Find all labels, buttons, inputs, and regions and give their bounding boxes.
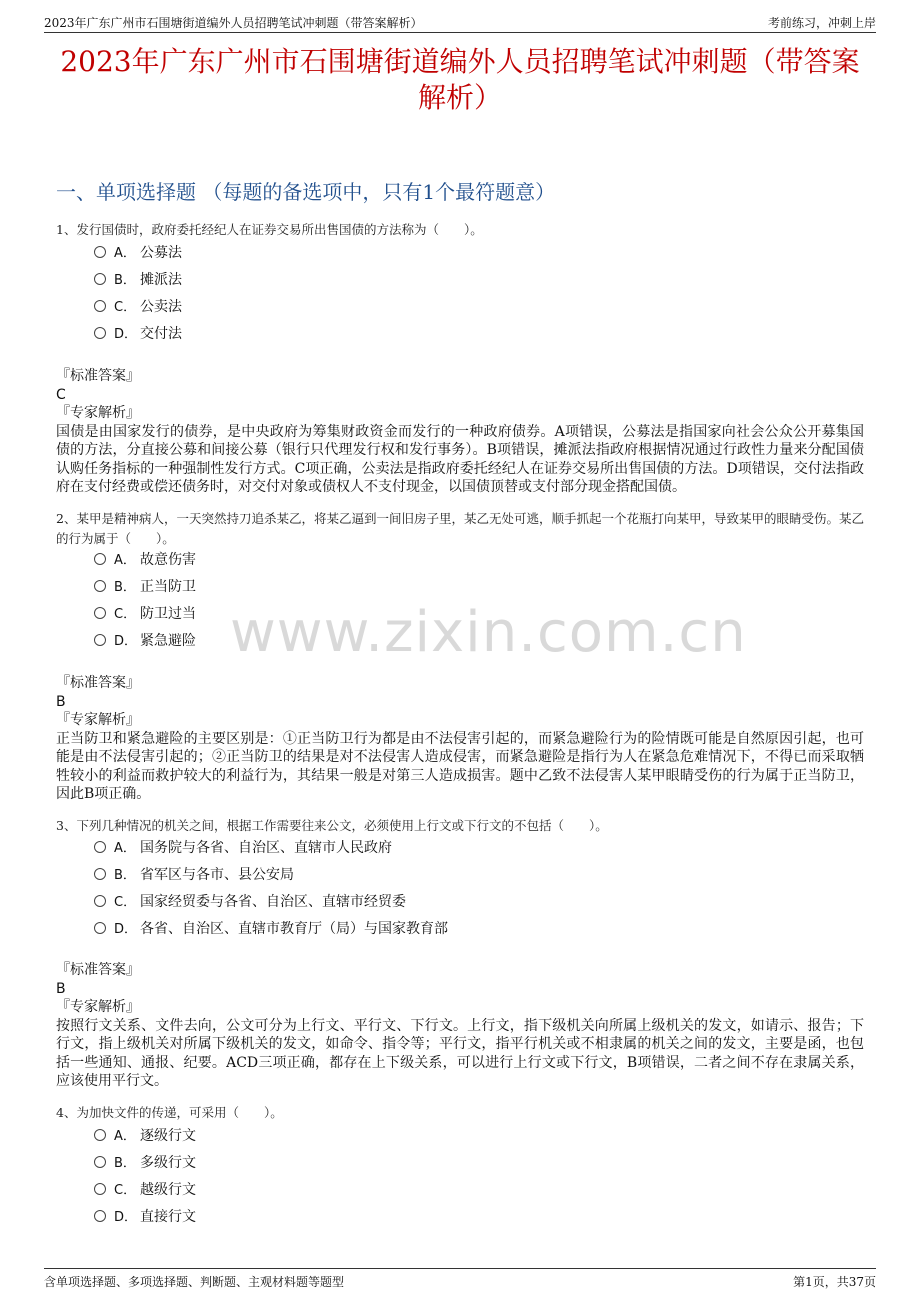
answer-label: 『标准答案』	[56, 675, 140, 691]
question-1-solution	[56, 367, 864, 497]
radio-icon[interactable]	[94, 327, 106, 339]
question-4-option-a[interactable]: A． 逐级行文	[94, 1127, 196, 1146]
radio-icon[interactable]	[94, 868, 106, 880]
question-1-option-d[interactable]: D． 交付法	[94, 325, 182, 344]
answer-value: B	[56, 980, 66, 997]
question-1-stem: 1、发行国债时，政府委托经纪人在证券交易所出售国债的方法称为（ ）。	[56, 222, 483, 237]
page-header	[44, 12, 876, 33]
question-2-option-a[interactable]: A． 故意伤害	[94, 551, 196, 570]
question-3-stem: 3、下列几种情况的机关之间，根据工作需要往来公文，必须使用上行文或下行文的不包括（ ）。	[56, 818, 608, 833]
question-2-stem: 2、某甲是精神病人，一天突然持刀追杀某乙，将某乙逼到一间旧房子里，某乙无处可逃，顺手抓起一个花瓶打向某甲，导致某甲的眼睛受伤。某乙的行为属于（ ）。	[56, 511, 864, 546]
answer-value: C	[56, 386, 66, 403]
radio-icon[interactable]	[94, 607, 106, 619]
question-1-option-c[interactable]: C． 公卖法	[94, 298, 182, 317]
question-4-option-d[interactable]: D． 直接行文	[94, 1208, 196, 1227]
radio-icon[interactable]	[94, 895, 106, 907]
radio-icon[interactable]	[94, 580, 106, 592]
answer-value: B	[56, 693, 66, 710]
question-3-option-b[interactable]: B． 省军区与各市、县公安局	[94, 866, 294, 885]
document-title: 2023年广东广州市石围塘街道编外人员招聘笔试冲刺题（带答案解析）	[60, 45, 860, 114]
radio-icon[interactable]	[94, 1210, 106, 1222]
analysis-text: 正当防卫和紧急避险的主要区别是：①正当防卫行为都是由不法侵害引起的，而紧急避险行为的险情既可能是自然原因引起，也可能是由不法侵害引起的；②正当防卫的结果是对不法侵害人造成侵害，而紧急避险是指行为人在紧急危难情况下，不得已而采取牺牲较小的利益而救护较大的利益行为，其结果一般是对第三人造成损害。题中乙致不法侵害人某甲眼睛受伤的行为属于正当防卫，因此B项正确。	[56, 730, 864, 802]
footer-note: 含单项选择题、多项选择题、判断题、主观材料题等题型	[44, 1275, 345, 1289]
radio-icon[interactable]	[94, 841, 106, 853]
radio-icon[interactable]	[94, 1129, 106, 1141]
question-3-option-a[interactable]: A． 国务院与各省、自治区、直辖市人民政府	[94, 839, 392, 858]
page-number: 第1页，共37页	[793, 1275, 876, 1289]
answer-label: 『标准答案』	[56, 962, 140, 978]
header-slogan: 考前练习，冲刺上岸	[767, 16, 876, 30]
analysis-text: 国债是由国家发行的债券，是中央政府为筹集财政资金而发行的一种政府债券。A项错误，公募法是指国家向社会公众公开募集国债的方法，分直接公募和间接公募（银行只代理发行权和发行事务）。B项错误，摊派法指政府根据情况通过行政性力量来分配国债认购任务指标的一种强制性发行方式。C项正确，公卖法是指政府委托经纪人在证券交易所出售国债的方法。D项错误，交付法指政府在支付经费或偿还债务时，对交付对象或债权人不支付现金，以国债顶替或支付部分现金搭配国债。	[56, 423, 864, 495]
question-3-option-c[interactable]: C． 国家经贸委与各省、自治区、直辖市经贸委	[94, 893, 406, 912]
question-3-solution	[56, 961, 864, 1091]
question-1-option-a[interactable]: A． 公募法	[94, 244, 182, 263]
question-2-option-d[interactable]: D． 紧急避险	[94, 632, 196, 651]
analysis-text: 按照行文关系、文件去向，公文可分为上行文、平行文、下行文。上行文，指下级机关向所属上级机关的发文，如请示、报告；下行文，指上级机关对所属下级机关的发文，如命令、指令等；平行文，指平行机关或不相隶属的机关之间的发文，主要是函，也包括一些通知、通报、纪要。ACD三项正确，都存在上下级关系，可以进行上行文或下行文，B项错误，二者之间不存在隶属关系，应该使用平行文。	[56, 1017, 864, 1089]
question-4-option-c[interactable]: C． 越级行文	[94, 1181, 196, 1200]
analysis-label: 『专家解析』	[56, 999, 140, 1015]
analysis-label: 『专家解析』	[56, 405, 140, 421]
radio-icon[interactable]	[94, 922, 106, 934]
radio-icon[interactable]	[94, 246, 106, 258]
answer-label: 『标准答案』	[56, 368, 140, 384]
question-2-solution	[56, 674, 864, 804]
radio-icon[interactable]	[94, 300, 106, 312]
radio-icon[interactable]	[94, 553, 106, 565]
radio-icon[interactable]	[94, 1156, 106, 1168]
radio-icon[interactable]	[94, 273, 106, 285]
header-title: 2023年广东广州市石围塘街道编外人员招聘笔试冲刺题（带答案解析）	[44, 16, 423, 30]
page-footer	[44, 1268, 876, 1289]
question-2-option-b[interactable]: B． 正当防卫	[94, 578, 196, 597]
watermark: www.zixin.com.cn	[230, 600, 747, 665]
radio-icon[interactable]	[94, 634, 106, 646]
question-4-option-b[interactable]: B． 多级行文	[94, 1154, 196, 1173]
question-1-option-b[interactable]: B． 摊派法	[94, 271, 182, 290]
radio-icon[interactable]	[94, 1183, 106, 1195]
section-heading: 一、单项选择题 （每题的备选项中，只有1个最符题意）	[56, 180, 556, 204]
question-2-option-c[interactable]: C． 防卫过当	[94, 605, 196, 624]
question-3-option-d[interactable]: D． 各省、自治区、直辖市教育厅（局）与国家教育部	[94, 920, 448, 939]
analysis-label: 『专家解析』	[56, 712, 140, 728]
question-4-stem: 4、为加快文件的传递，可采用（ ）。	[56, 1105, 283, 1120]
